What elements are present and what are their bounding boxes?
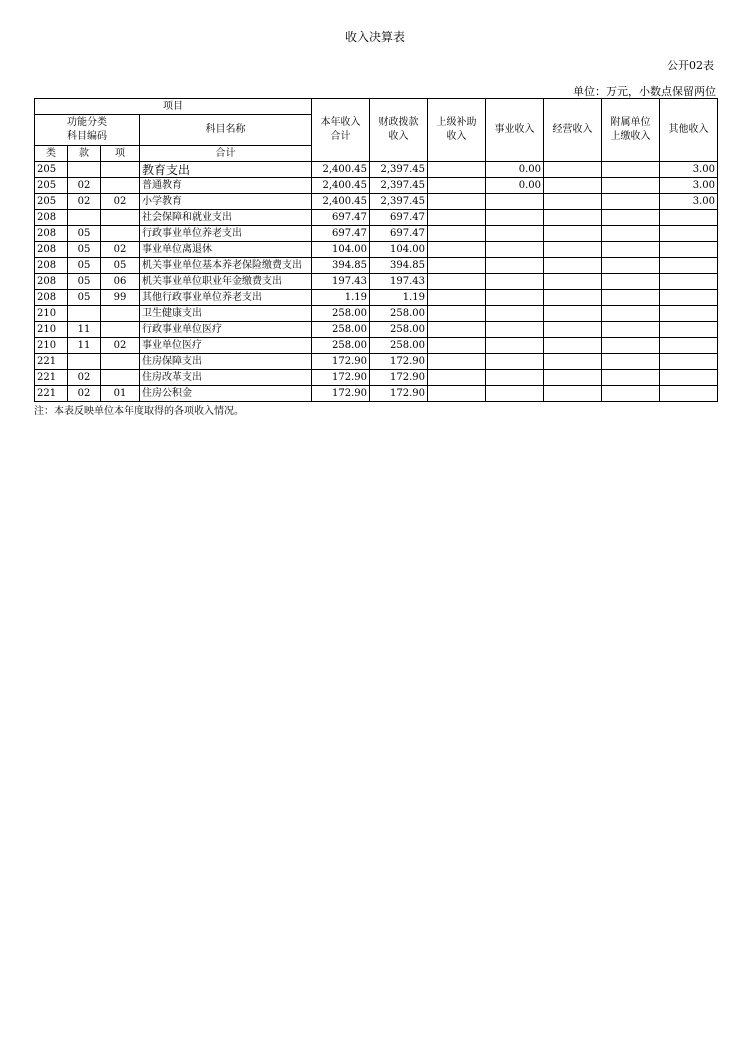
affiliated-income-cell bbox=[602, 210, 660, 226]
superior-income-cell bbox=[428, 242, 486, 258]
subject-name-cell: 教育支出 bbox=[140, 162, 312, 178]
superior-income-cell bbox=[428, 162, 486, 178]
operating-income-cell bbox=[544, 274, 602, 290]
code-kuan-cell bbox=[68, 306, 101, 322]
code-xiang-cell: 99 bbox=[101, 290, 140, 306]
superior-income-cell bbox=[428, 226, 486, 242]
fiscal-income-cell: 697.47 bbox=[370, 226, 428, 242]
other-income-cell bbox=[660, 290, 718, 306]
total-income-cell: 258.00 bbox=[312, 306, 370, 322]
operating-income-cell bbox=[544, 354, 602, 370]
business-income-cell bbox=[486, 194, 544, 210]
code-xiang-cell bbox=[101, 306, 140, 322]
code-kuan-cell: 02 bbox=[68, 386, 101, 402]
operating-income-cell bbox=[544, 210, 602, 226]
code-lei-cell: 205 bbox=[35, 194, 68, 210]
code-lei-cell: 208 bbox=[35, 226, 68, 242]
subject-name-cell: 事业单位医疗 bbox=[140, 338, 312, 354]
code-xiang-cell: 02 bbox=[101, 194, 140, 210]
operating-income-cell bbox=[544, 322, 602, 338]
affiliated-income-cell bbox=[602, 242, 660, 258]
operating-income-cell bbox=[544, 370, 602, 386]
other-income-cell bbox=[660, 258, 718, 274]
header-total-income bbox=[312, 99, 370, 162]
affiliated-income-cell bbox=[602, 274, 660, 290]
header-item: 项目 bbox=[35, 99, 312, 115]
operating-income-cell bbox=[544, 178, 602, 194]
header-kuan: 款 bbox=[68, 146, 101, 162]
fiscal-income-cell: 197.43 bbox=[370, 274, 428, 290]
code-kuan-cell: 05 bbox=[68, 258, 101, 274]
operating-income-cell bbox=[544, 258, 602, 274]
business-income-cell bbox=[486, 242, 544, 258]
code-xiang-cell bbox=[101, 210, 140, 226]
total-income-cell: 172.90 bbox=[312, 354, 370, 370]
fiscal-income-cell: 2,397.45 bbox=[370, 178, 428, 194]
affiliated-income-cell bbox=[602, 338, 660, 354]
code-lei-cell: 208 bbox=[35, 210, 68, 226]
code-xiang-cell bbox=[101, 354, 140, 370]
affiliated-income-cell bbox=[602, 306, 660, 322]
superior-income-cell bbox=[428, 178, 486, 194]
business-income-cell bbox=[486, 338, 544, 354]
other-income-cell bbox=[660, 242, 718, 258]
code-kuan-cell bbox=[68, 354, 101, 370]
affiliated-income-cell bbox=[602, 290, 660, 306]
code-kuan-cell: 11 bbox=[68, 338, 101, 354]
fiscal-income-cell: 2,397.45 bbox=[370, 162, 428, 178]
other-income-cell bbox=[660, 274, 718, 290]
fiscal-income-cell: 172.90 bbox=[370, 354, 428, 370]
affiliated-income-cell bbox=[602, 322, 660, 338]
table-row bbox=[35, 322, 718, 338]
code-lei-cell: 208 bbox=[35, 274, 68, 290]
fiscal-income-cell: 2,397.45 bbox=[370, 194, 428, 210]
fiscal-income-cell: 1.19 bbox=[370, 290, 428, 306]
operating-income-cell bbox=[544, 290, 602, 306]
business-income-cell bbox=[486, 258, 544, 274]
other-income-cell bbox=[660, 338, 718, 354]
business-income-cell bbox=[486, 370, 544, 386]
code-xiang-cell bbox=[101, 370, 140, 386]
header-xiang: 项 bbox=[101, 146, 140, 162]
table-row bbox=[35, 274, 718, 290]
subject-name-cell: 普通教育 bbox=[140, 178, 312, 194]
report-title: 收入决算表 bbox=[344, 30, 405, 44]
affiliated-income-cell bbox=[602, 370, 660, 386]
table-row bbox=[35, 306, 718, 322]
header-func-class-line2: 科目编码 bbox=[67, 131, 107, 142]
header-row-1 bbox=[35, 99, 718, 115]
code-lei-cell: 221 bbox=[35, 354, 68, 370]
code-xiang-cell bbox=[101, 322, 140, 338]
total-income-cell: 258.00 bbox=[312, 322, 370, 338]
code-lei-cell: 205 bbox=[35, 178, 68, 194]
business-income-cell bbox=[486, 386, 544, 402]
other-income-cell bbox=[660, 226, 718, 242]
fiscal-income-cell: 697.47 bbox=[370, 210, 428, 226]
code-kuan-cell: 05 bbox=[68, 290, 101, 306]
income-table bbox=[34, 98, 718, 402]
superior-income-cell bbox=[428, 386, 486, 402]
header-affiliated-line1: 附属单位 bbox=[610, 117, 651, 128]
code-xiang-cell bbox=[101, 162, 140, 178]
subject-name-cell: 机关事业单位职业年金缴费支出 bbox=[140, 274, 312, 290]
code-kuan-cell: 02 bbox=[68, 370, 101, 386]
code-lei-cell: 210 bbox=[35, 306, 68, 322]
header-subject-name: 科目名称 bbox=[140, 115, 312, 146]
code-kuan-cell bbox=[68, 210, 101, 226]
total-income-cell: 2,400.45 bbox=[312, 178, 370, 194]
table-row bbox=[35, 194, 718, 210]
operating-income-cell bbox=[544, 226, 602, 242]
total-income-cell: 197.43 bbox=[312, 274, 370, 290]
table-row bbox=[35, 162, 718, 178]
operating-income-cell bbox=[544, 194, 602, 210]
business-income-cell: 0.00 bbox=[486, 162, 544, 178]
table-row bbox=[35, 210, 718, 226]
total-income-cell: 258.00 bbox=[312, 338, 370, 354]
code-xiang-cell: 02 bbox=[101, 338, 140, 354]
affiliated-income-cell bbox=[602, 178, 660, 194]
header-func-class bbox=[35, 115, 140, 146]
subject-name-cell: 卫生健康支出 bbox=[140, 306, 312, 322]
business-income-cell bbox=[486, 274, 544, 290]
other-income-cell bbox=[660, 322, 718, 338]
code-xiang-cell bbox=[101, 178, 140, 194]
table-row bbox=[35, 242, 718, 258]
subject-name-cell: 行政事业单位养老支出 bbox=[140, 226, 312, 242]
business-income-cell bbox=[486, 322, 544, 338]
code-lei-cell: 208 bbox=[35, 242, 68, 258]
code-kuan-cell: 02 bbox=[68, 178, 101, 194]
total-income-cell: 104.00 bbox=[312, 242, 370, 258]
fiscal-income-cell: 258.00 bbox=[370, 338, 428, 354]
subject-name-cell: 机关事业单位基本养老保险缴费支出 bbox=[140, 258, 312, 274]
header-fiscal bbox=[370, 99, 428, 162]
code-xiang-cell: 01 bbox=[101, 386, 140, 402]
code-lei-cell: 210 bbox=[35, 338, 68, 354]
header-total-income-line2: 合计 bbox=[330, 131, 351, 142]
header-other: 其他收入 bbox=[660, 99, 718, 162]
total-income-cell: 697.47 bbox=[312, 210, 370, 226]
other-income-cell bbox=[660, 386, 718, 402]
operating-income-cell bbox=[544, 242, 602, 258]
code-kuan-cell: 05 bbox=[68, 226, 101, 242]
header-superior bbox=[428, 99, 486, 162]
code-kuan-cell bbox=[68, 162, 101, 178]
subject-name-cell: 行政事业单位医疗 bbox=[140, 322, 312, 338]
code-xiang-cell: 05 bbox=[101, 258, 140, 274]
other-income-cell bbox=[660, 370, 718, 386]
superior-income-cell bbox=[428, 258, 486, 274]
superior-income-cell bbox=[428, 306, 486, 322]
header-affiliated bbox=[602, 99, 660, 162]
business-income-cell: 0.00 bbox=[486, 178, 544, 194]
subject-name-cell: 其他行政事业单位养老支出 bbox=[140, 290, 312, 306]
table-row bbox=[35, 370, 718, 386]
code-kuan-cell: 11 bbox=[68, 322, 101, 338]
footnote: 注：本表反映单位本年度取得的各项收入情况。 bbox=[34, 406, 244, 417]
business-income-cell bbox=[486, 226, 544, 242]
header-operating: 经营收入 bbox=[544, 99, 602, 162]
subject-name-cell: 小学教育 bbox=[140, 194, 312, 210]
business-income-cell bbox=[486, 306, 544, 322]
code-xiang-cell: 06 bbox=[101, 274, 140, 290]
total-income-cell: 697.47 bbox=[312, 226, 370, 242]
other-income-cell bbox=[660, 306, 718, 322]
code-lei-cell: 208 bbox=[35, 258, 68, 274]
header-total-income-line1: 本年收入 bbox=[320, 117, 361, 128]
fiscal-income-cell: 394.85 bbox=[370, 258, 428, 274]
total-income-cell: 394.85 bbox=[312, 258, 370, 274]
superior-income-cell bbox=[428, 354, 486, 370]
code-lei-cell: 221 bbox=[35, 386, 68, 402]
superior-income-cell bbox=[428, 338, 486, 354]
header-superior-line1: 上级补助 bbox=[436, 117, 477, 128]
form-code: 公开02表 bbox=[667, 59, 714, 72]
code-lei-cell: 221 bbox=[35, 370, 68, 386]
fiscal-income-cell: 172.90 bbox=[370, 370, 428, 386]
total-income-cell: 2,400.45 bbox=[312, 194, 370, 210]
total-income-cell: 172.90 bbox=[312, 386, 370, 402]
affiliated-income-cell bbox=[602, 194, 660, 210]
affiliated-income-cell bbox=[602, 354, 660, 370]
other-income-cell: 3.00 bbox=[660, 162, 718, 178]
fiscal-income-cell: 258.00 bbox=[370, 322, 428, 338]
table-row bbox=[35, 226, 718, 242]
table-row bbox=[35, 338, 718, 354]
other-income-cell bbox=[660, 354, 718, 370]
superior-income-cell bbox=[428, 322, 486, 338]
superior-income-cell bbox=[428, 274, 486, 290]
code-xiang-cell: 02 bbox=[101, 242, 140, 258]
total-income-cell: 1.19 bbox=[312, 290, 370, 306]
fiscal-income-cell: 172.90 bbox=[370, 386, 428, 402]
code-kuan-cell: 05 bbox=[68, 242, 101, 258]
other-income-cell: 3.00 bbox=[660, 194, 718, 210]
table-row bbox=[35, 258, 718, 274]
fiscal-income-cell: 258.00 bbox=[370, 306, 428, 322]
business-income-cell bbox=[486, 354, 544, 370]
total-income-cell: 2,400.45 bbox=[312, 162, 370, 178]
subject-name-cell: 社会保障和就业支出 bbox=[140, 210, 312, 226]
affiliated-income-cell bbox=[602, 226, 660, 242]
fiscal-income-cell: 104.00 bbox=[370, 242, 428, 258]
code-lei-cell: 210 bbox=[35, 322, 68, 338]
code-lei-cell: 208 bbox=[35, 290, 68, 306]
affiliated-income-cell bbox=[602, 258, 660, 274]
table-row bbox=[35, 290, 718, 306]
header-func-class-line1: 功能分类 bbox=[67, 117, 107, 128]
subject-name-cell: 住房改革支出 bbox=[140, 370, 312, 386]
superior-income-cell bbox=[428, 290, 486, 306]
total-income-cell: 172.90 bbox=[312, 370, 370, 386]
subject-name-cell: 事业单位离退休 bbox=[140, 242, 312, 258]
subject-name-cell: 住房公积金 bbox=[140, 386, 312, 402]
total-label: 合计 bbox=[140, 146, 312, 162]
code-xiang-cell bbox=[101, 226, 140, 242]
subject-name-cell: 住房保障支出 bbox=[140, 354, 312, 370]
operating-income-cell bbox=[544, 338, 602, 354]
table-row bbox=[35, 386, 718, 402]
operating-income-cell bbox=[544, 386, 602, 402]
header-fiscal-line2: 收入 bbox=[388, 131, 409, 142]
affiliated-income-cell bbox=[602, 386, 660, 402]
header-lei: 类 bbox=[35, 146, 68, 162]
business-income-cell bbox=[486, 210, 544, 226]
other-income-cell bbox=[660, 210, 718, 226]
header-business: 事业收入 bbox=[486, 99, 544, 162]
unit-note: 单位：万元，小数点保留两位 bbox=[573, 85, 716, 98]
superior-income-cell bbox=[428, 370, 486, 386]
business-income-cell bbox=[486, 290, 544, 306]
other-income-cell: 3.00 bbox=[660, 178, 718, 194]
header-affiliated-line2: 上缴收入 bbox=[610, 131, 651, 142]
header-fiscal-line1: 财政拨款 bbox=[378, 117, 419, 128]
superior-income-cell bbox=[428, 194, 486, 210]
code-lei-cell: 205 bbox=[35, 162, 68, 178]
operating-income-cell bbox=[544, 306, 602, 322]
affiliated-income-cell bbox=[602, 162, 660, 178]
superior-income-cell bbox=[428, 210, 486, 226]
header-superior-line2: 收入 bbox=[446, 131, 467, 142]
code-kuan-cell: 02 bbox=[68, 194, 101, 210]
table-row bbox=[35, 178, 718, 194]
operating-income-cell bbox=[544, 162, 602, 178]
table-row bbox=[35, 354, 718, 370]
code-kuan-cell: 05 bbox=[68, 274, 101, 290]
